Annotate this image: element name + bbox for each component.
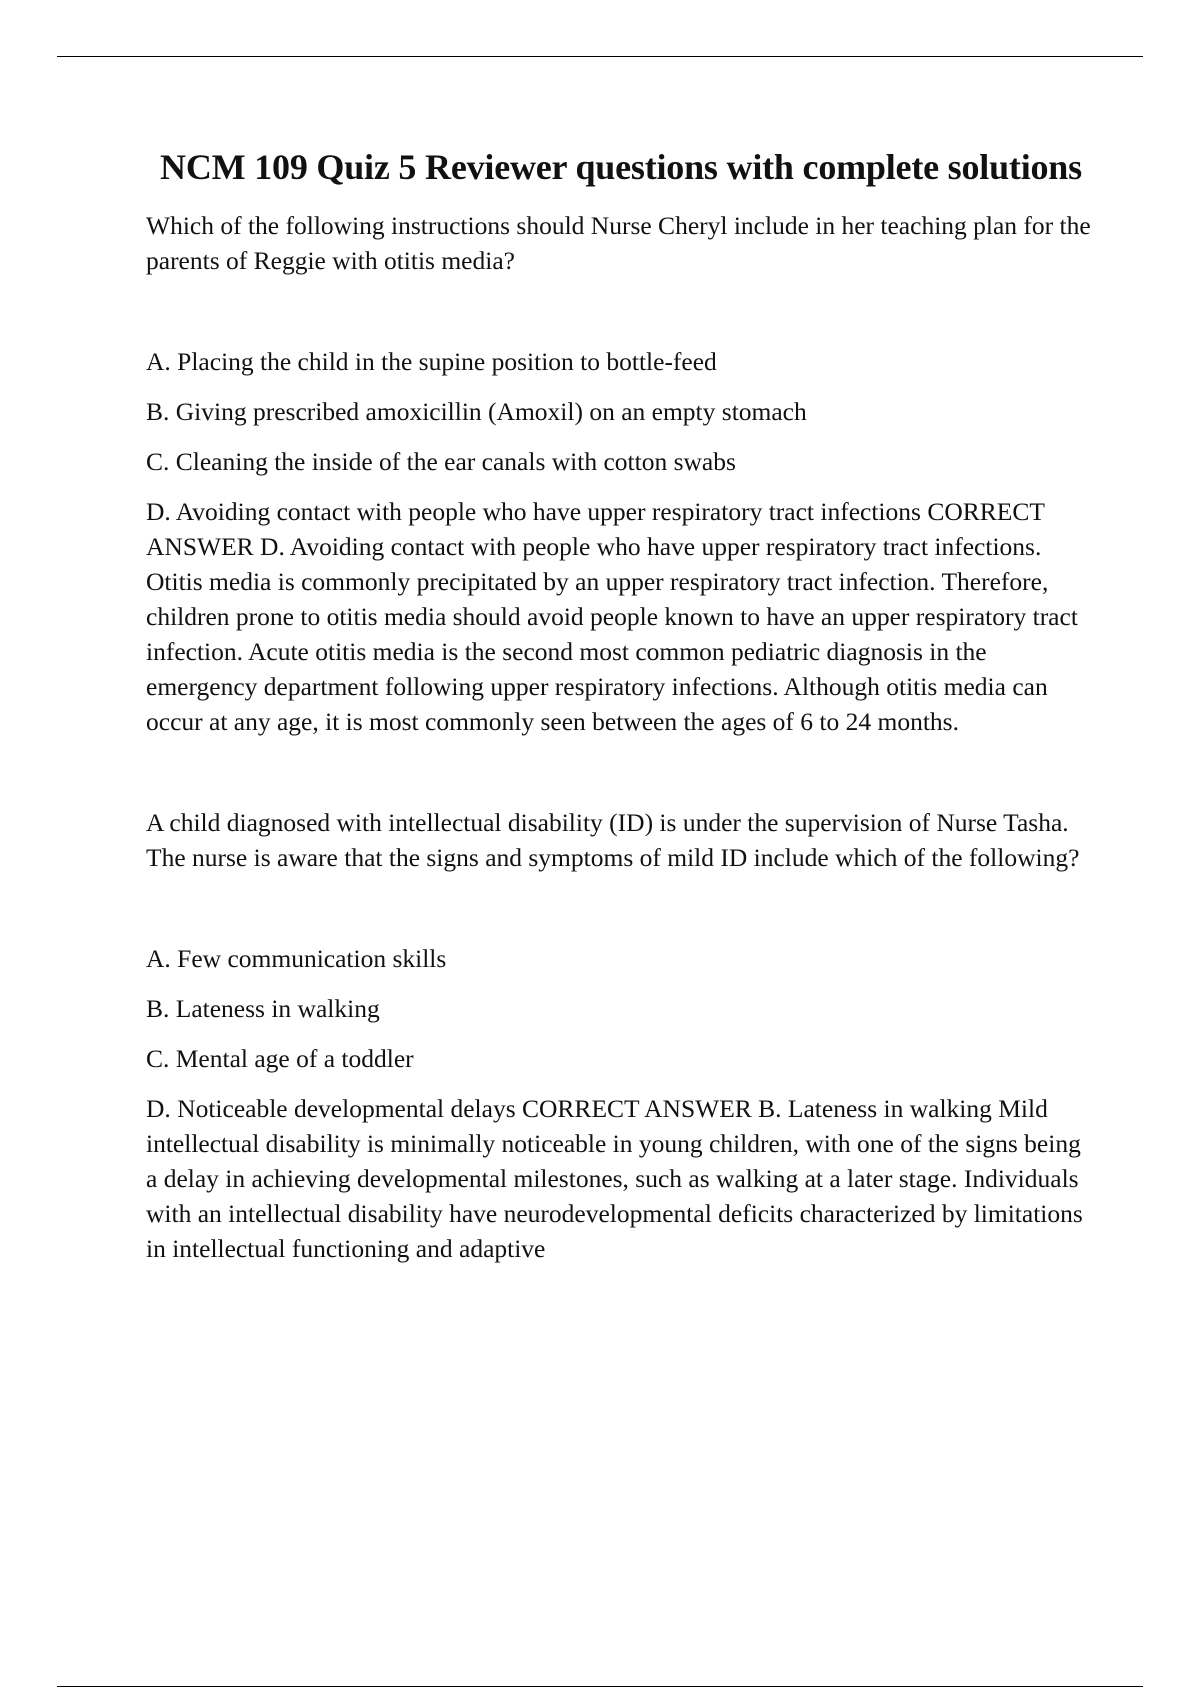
footer-rule [57, 1686, 1143, 1687]
option-a: A. Few communication skills [146, 944, 447, 973]
answer-explanation: CORRECT ANSWER D. Avoiding contact with people who have upper respiratory tract infections. Otitis media is commonly precipitated by an upper respiratory tract infection. Therefore, children prone to otitis media should avoid people known to have an upper respiratory tract infection. Acute otitis media is the second most common pediatric diagnosis in the emergency department following upper respiratory infections. Although otitis media can occur at any age, it is most commonly seen between the ages of 6 to 24 months. [146, 497, 1078, 736]
answer-explanation: CORRECT ANSWER B. Lateness in walking Mild intellectual disability is minimally noticeable in young children, with one of the signs being a delay in achieving developmental milestones, such as walking at a later stage. Individuals with an intellectual disability have neurodevelopmental deficits characterized by limitations in intellectual functioning and adaptive [146, 1094, 1083, 1263]
option-d-with-answer [146, 1091, 1096, 1266]
option-c: C. Cleaning the inside of the ear canals with cotton swabs [146, 447, 736, 476]
options-list [146, 344, 1096, 739]
option-b: B. Lateness in walking [146, 994, 380, 1023]
header-rule [57, 56, 1143, 57]
option-b: B. Giving prescribed amoxicillin (Amoxil) on an empty stomach [146, 397, 807, 426]
option-d-with-answer [146, 494, 1096, 739]
option-c: C. Mental age of a toddler [146, 1044, 414, 1073]
option-d: D. Noticeable developmental delays [146, 1094, 516, 1123]
document-body [146, 142, 1096, 1266]
option-a: A. Placing the child in the supine position to bottle-feed [146, 347, 717, 376]
question-block-2 [146, 805, 1096, 1266]
question-block-1 [146, 208, 1096, 739]
option-d: D. Avoiding contact with people who have upper respiratory tract infections [146, 497, 921, 526]
options-list [146, 941, 1096, 1266]
question-text: A child diagnosed with intellectual disability (ID) is under the supervision of Nurse Tasha. The nurse is aware that the signs and symptoms of mild ID include which of the following? [146, 808, 1080, 872]
question-text: Which of the following instructions should Nurse Cheryl include in her teaching plan for the parents of Reggie with otitis media? [146, 211, 1091, 275]
document-title: NCM 109 Quiz 5 Reviewer questions with complete solutions [160, 147, 1082, 187]
